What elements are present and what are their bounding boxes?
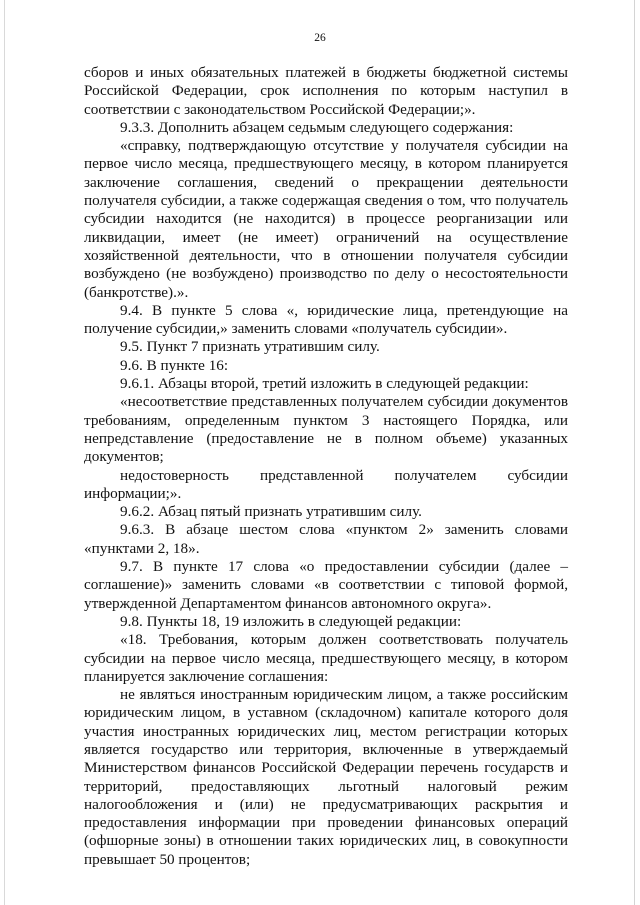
paragraph-8: «несоответствие представленных получателем субсидии документов требованиям, определенным пунктом 3 настоящего Порядка, или непредставление (предоставление не в полном объеме) указанных документов; [84, 393, 568, 466]
paragraph-10: 9.6.2. Абзац пятый признать утратившим силу. [120, 503, 422, 521]
paragraph-1: сборов и иных обязательных платежей в бюджеты бюджетной системы Российской Федерации, срок исполнения по которым наступил в соответствии с законодательством Российской Федерации;». [84, 64, 568, 118]
paragraph-5: 9.5. Пункт 7 признать утратившим силу. [120, 338, 380, 356]
scan-edge-right [634, 0, 635, 905]
paragraph-2: 9.3.3. Дополнить абзацем седьмым следующего содержания: [120, 118, 514, 136]
paragraph-7: 9.6.1. Абзацы второй, третий изложить в следующей редакции: [120, 375, 529, 393]
scan-edge-left [4, 0, 5, 905]
paragraph-9: недостоверность представленной получателем субсидии информации;». [84, 466, 568, 502]
paragraph-11: 9.6.3. В абзаце шестом слова «пунктом 2» заменить словами «пунктами 2, 18». [84, 521, 568, 557]
paragraph-14: «18. Требования, которым должен соответствовать получатель субсидии на первое число месяца, предшествующего месяцу, в котором планируется заключение соглашения: [84, 631, 568, 685]
document-body [84, 64, 568, 869]
paragraph-4: 9.4. В пункте 5 слова «, юридические лица, претендующие на получение субсидии,» заменить словами «получатель субсидии». [84, 301, 568, 338]
paragraph-6: 9.6. В пункте 16: [120, 356, 229, 374]
paragraph-3: «справку, подтверждающую отсутствие у получателя субсидии на первое число месяца, предшествующего месяцу, в котором планируется заключение соглашения, сведений о прекращении деятельности получателя субсидии, а также содержащая сведения о том, что получатель субсидии находится (не находится) в процессе реорганизации или ликвидации, имеет (не имеет) ограничений на осуществление хозяйственной деятельности, что в отношении получателя субсидии возбуждено (не возбуждено) производство по делу о несостоятельности (банкротстве).». [84, 137, 568, 301]
paragraph-15: не являться иностранным юридическим лицом, а также российским юридическим лицом, в уставном (складочном) капитале которого доля участия иностранных юридических лиц, местом регистрации которых является государство или территория, включенные в утверждаемый Министерством финансов Российской Федерации перечень государств и территорий, предоставляющих льготный налоговый режим налогообложения и (или) не предусматривающих раскрытия и предоставления информации при проведении финансовых операций (офшорные зоны) в отношении таких юридических лиц, в совокупности превышает 50 процентов; [84, 686, 568, 868]
paragraph-13: 9.8. Пункты 18, 19 изложить в следующей редакции: [120, 612, 462, 630]
page-number: 26 [314, 32, 326, 44]
paragraph-12: 9.7. В пункте 17 слова «о предоставлении субсидии (далее – соглашение)» заменить словами «в соответствии с типовой формой, утвержденной Департаментом финансов автономного округа». [84, 558, 568, 612]
